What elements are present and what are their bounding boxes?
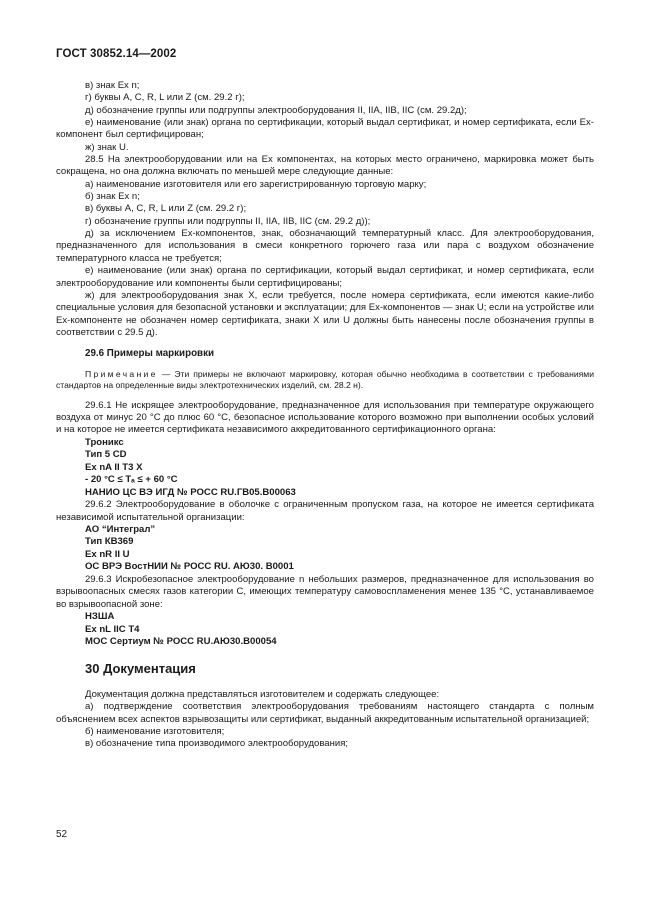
marking-line: Ex nA II T3 X: [85, 461, 143, 473]
list-item: е) наименование (или знак) органа по сертификации, который выдал сертификат, и номер сертификата, если Ex-компонент был сертифицирован;: [56, 117, 594, 141]
marking-line: ОС ВРЭ ВостНИИ № РОСС RU. АЮ30. В0001: [85, 561, 294, 573]
marking-line: МОС Сертиум № РОСС RU.АЮ30.В00054: [85, 636, 277, 647]
marking-line: Троникс: [85, 436, 124, 448]
list-item: в) буквы A, C, R, L или Z (см. 29.2 г);: [85, 203, 247, 215]
list-item: б) знак Ex n;: [85, 191, 140, 203]
list-item: д) за исключением Ex-компонентов, знак, обозначающий температурный класс. Для электрооборудования, предназначенного для использования в смеси конкретного горючего газа или пара с воздухом обозначение температурного класса не требуется;: [56, 228, 594, 264]
marking-line: НАНИО ЦС ВЭ ИГД № РОСС RU.ГВ05.В00063: [85, 486, 296, 498]
marking-line: - 20 °C ≤ Tₐ ≤ + 60 °C: [85, 474, 178, 486]
marking-example-1: [56, 437, 594, 500]
list-item: а) подтверждение соответствия электрооборудования требованиям настоящего стандарта с полным объяснением всех аспектов взрывозащиты или сертификат, выданный аккредитованным испытательной организацией;: [56, 701, 594, 725]
list-item: ж) для электрооборудования знак X, если требуется, после номера сертификата, если имеются какие-либо специальные условия для безопасной установки и эксплуатации; для Ex-компонентов — знак U; если на устройстве или Ex-компоненте не обозначен номер сертификата, знаки X или U должны быть нанесены после обозначения группы в соответствии с 29.5 д).: [56, 289, 594, 338]
standard-header: ГОСТ 30852.14—2002: [56, 48, 177, 60]
page-number: 52: [56, 829, 68, 840]
page-content: [56, 80, 594, 751]
marking-line: Тип 5 CD: [85, 449, 127, 461]
marking-line: Ex nR II U: [85, 548, 130, 560]
note-label: Примечание: [85, 368, 158, 379]
list-item: г) буквы A, C, R, L или Z (см. 29.2 г);: [85, 92, 245, 104]
marking-line: АО “Интеграл”: [85, 523, 156, 535]
marking-example-3: [56, 611, 594, 649]
list-item: е) наименование (или знак) органа по сертификации, который выдал сертификат, и номер сертификата, если электрооборудование или компоненты были сертифицированы;: [56, 265, 594, 289]
list-item: б) наименование изготовителя;: [85, 725, 225, 737]
list-item: в) обозначение типа производимого электрооборудования;: [85, 738, 349, 750]
section-heading-29-6: 29.6 Примеры маркировки: [85, 348, 215, 360]
note-text: — Эти примеры не включают маркировку, которая обычно необходима в соответствии с требованиями стандартов на определенные виды электротехнических изделий, см. 28.2 н).: [56, 368, 594, 391]
example-paragraph-29-6-2: 29.6.2 Электрооборудование в оболочке с ограниченным пропуском газа, на которое не имеется сертификата независимой испытательной организации:: [56, 499, 594, 523]
paragraph-28-5: 28.5 На электрооборудовании или на Ex компонентах, на которых место ограничено, маркировка может быть сокращена, но она должна включать по меньшей мере следующие данные:: [56, 154, 594, 178]
section-30-intro: Документация должна представляться изготовителем и содержать следующее:: [85, 688, 440, 700]
marking-line: Тип КВ369: [85, 536, 134, 548]
marking-line: НЗША: [85, 611, 115, 622]
note-paragraph: [56, 369, 594, 392]
list-item: ж) знак U.: [85, 141, 129, 153]
section-heading-30: 30 Документация: [85, 660, 196, 676]
list-item: г) обозначение группы или подгруппы II, IIA, IIB, IIC (см. 29.2 д));: [85, 215, 371, 227]
example-paragraph-29-6-1: 29.6.1 Не искрящее электрооборудование, предназначенное для использования при температуре окружающего воздуха от минус 20 °С до плюс 60 °С, безопасное использование которого возможно при выполнении особых условий и на которое не имеется сертификата независимого аккредитованного сертификационного органа:: [56, 399, 594, 436]
list-item: а) наименование изготовителя или его зарегистрированную торговую марку;: [85, 178, 427, 190]
example-paragraph-29-6-3: 29.6.3 Искробезопасное электрооборудование n небольших размеров, предназначенное для использования во взрывоопасных смесях газов категории С, имеющих температуру самовоспламенения менее 135 °С, устанавливаемое во взрывоопасной зоне:: [56, 573, 594, 610]
marking-line: Ex nL IIC T4: [85, 623, 140, 635]
marking-example-2: [56, 524, 594, 574]
list-item: в) знак Ex n;: [85, 80, 140, 91]
list-item: д) обозначение группы или подгруппы электрооборудования II, IIA, IIB, IIC (см. 29.2д);: [85, 104, 467, 116]
